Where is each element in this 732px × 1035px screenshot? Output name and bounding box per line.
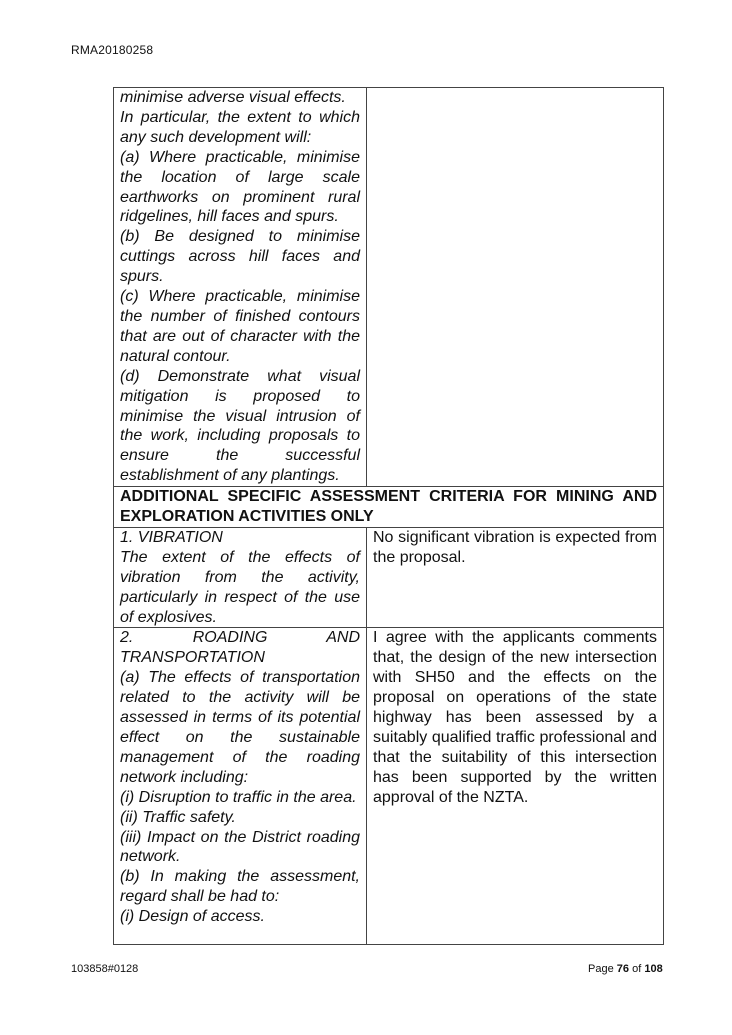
table-row-visual: [114, 88, 664, 487]
criteria-line: In particular, the extent to which any such development will:: [120, 108, 360, 146]
criteria-line: (b) In making the assessment, regard shall be had to:: [120, 868, 360, 906]
criteria-line: (d) Demonstrate what visual mitigation is proposed to minimise the visual intrusion of the work, including proposals to ensure the successful establishment of any plantings.: [120, 367, 360, 485]
criteria-line: (a) The effects of transportation related to the activity will be assessed in terms of its potential effect on the sustainable management of the roading network including:: [120, 669, 360, 786]
criteria-line: (i) Disruption to traffic in the area.: [120, 788, 357, 806]
criteria-cell-roading: [114, 628, 367, 945]
criteria-cell-visual: [114, 88, 367, 487]
response-text: I agree with the applicants comments that, the design of the new intersection with SH50 and the effects on the proposal on operations of the state highway has been assessed by a suitably qualified traffic professional and that the suitability of this intersection has been supported by the written approval of the NZTA.: [373, 629, 657, 806]
page-of: of: [632, 963, 642, 975]
criteria-line: (ii) Traffic safety.: [120, 808, 236, 826]
criteria-cell-vibration: [114, 527, 367, 628]
criteria-title: 1. VIBRATION: [120, 528, 223, 546]
document-reference: RMA20180258: [71, 43, 154, 57]
page-total: 108: [644, 963, 663, 975]
page-current: 76: [616, 963, 630, 975]
criteria-line: (a) Where practicable, minimise the location of large scale earthworks on prominent rural ridgelines, hill faces and spurs.: [120, 148, 360, 226]
response-text: No significant vibration is expected from the proposal.: [373, 528, 657, 566]
document-number: 103858#0128: [71, 963, 139, 975]
table-row-roading: [114, 628, 664, 945]
assessment-table: [113, 87, 664, 945]
response-cell-vibration: [367, 527, 664, 628]
criteria-line: (c) Where practicable, minimise the number of finished contours that are out of character with the natural contour.: [120, 288, 360, 365]
criteria-line: (i) Design of access.: [120, 908, 265, 926]
table-row-heading: [114, 487, 664, 528]
response-cell-visual: [367, 88, 664, 487]
criteria-title: 2. ROADING AND TRANSPORTATION: [120, 629, 360, 667]
criteria-line: The extent of the effects of vibration from the activity, particularly in respect of the use of explosives.: [120, 548, 360, 626]
section-heading: [114, 487, 664, 528]
page-label: Page: [588, 963, 614, 975]
response-cell-roading: [367, 628, 664, 945]
section-heading-text: ADDITIONAL SPECIFIC ASSESSMENT CRITERIA FOR MINING AND EXPLORATION ACTIVITIES ONLY: [120, 488, 657, 526]
table-row-vibration: [114, 527, 664, 628]
page-indicator: [588, 963, 663, 975]
criteria-line: (b) Be designed to minimise cuttings across hill faces and spurs.: [120, 228, 360, 286]
criteria-line: (iii) Impact on the District roading network.: [120, 828, 360, 866]
criteria-line: minimise adverse visual effects.: [120, 89, 346, 106]
